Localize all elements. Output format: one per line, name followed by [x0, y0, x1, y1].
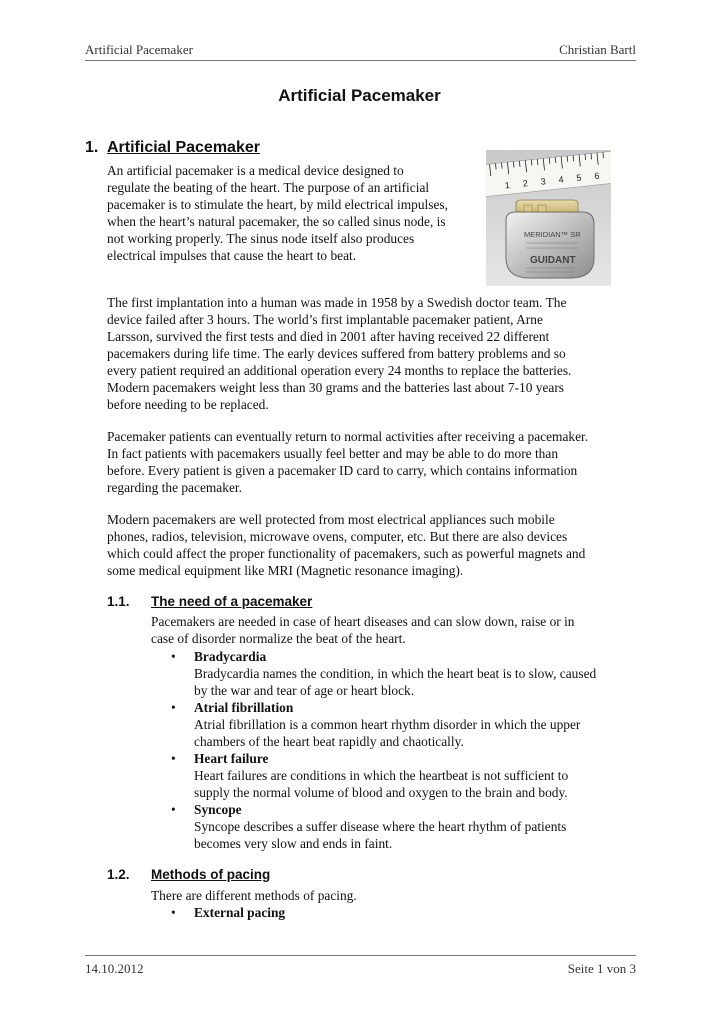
footer-page-number: Seite 1 von 3: [567, 961, 636, 976]
list-item-title: External pacing: [194, 905, 286, 920]
section-1-heading: [85, 139, 260, 157]
text-line: Modern pacemakers weight less than 30 grams and the batteries last about 7-10 years: [107, 380, 565, 395]
text-line: Pacemaker patients can eventually return to normal activities after receiving a pacemaker.: [107, 429, 589, 444]
text-line: before needing to be replaced.: [107, 397, 269, 412]
section-1-paragraph-protection: [107, 511, 585, 579]
text-line: Modern pacemakers are well protected from most electrical appliances such mobile: [107, 512, 555, 527]
ruler-number: 4: [558, 174, 565, 185]
text-line: device failed after 3 hours. The world’s first implantable pacemaker patient, Arne: [107, 312, 543, 327]
section-title: Methods of pacing: [151, 867, 271, 882]
bullet-icon: •: [171, 802, 176, 817]
ruler-number: 2: [522, 178, 529, 189]
section-number: 1.: [85, 139, 99, 156]
text-line: by the war and tear of age or heart block.: [194, 683, 415, 698]
header-author: Christian Bartl: [559, 42, 636, 57]
section-1-paragraph-patients: [107, 428, 588, 496]
text-line: electrical impulses that cause the heart to beat.: [107, 248, 357, 263]
ruler-number: 3: [540, 176, 547, 187]
text-line: case of disorder normalize the beat of the heart.: [151, 631, 406, 646]
list-item-title: Heart failure: [194, 751, 269, 766]
ruler-number: 5: [575, 172, 582, 184]
bullet-icon: •: [171, 700, 176, 715]
text-line: There are different methods of pacing.: [151, 888, 357, 903]
text-line: pacemakers during life time. The early devices suffered from battery problems and so: [107, 346, 566, 361]
text-line: chambers of the heart beat rapidly and chaotically.: [194, 734, 464, 749]
section-1-2-heading: [107, 867, 270, 882]
text-line: every patient required an additional operation every 24 months to replace the batteries.: [107, 363, 572, 378]
text-line: supply the normal volume of blood and oxygen to the brain and body.: [194, 785, 568, 800]
text-line: Atrial fibrillation is a common heart rhythm disorder in which the upper: [194, 717, 581, 732]
text-line: which could affect the proper functionality of pacemakers, such as powerful magnets and: [107, 546, 586, 561]
section-number: 1.1.: [107, 594, 130, 609]
ruler-number: 1: [504, 180, 511, 191]
bullet-icon: •: [171, 649, 176, 664]
text-line: Larsson, survived the first tests and died in 2001 after having received 22 different: [107, 329, 550, 344]
text-line: pacemaker is to stimulate the heart, by mild electrical impulses,: [107, 197, 448, 212]
document-title: Artificial Pacemaker: [278, 86, 441, 105]
text-line: In fact patients with pacemakers usually feel better and may be able to do more than: [107, 446, 559, 461]
text-line: The first implantation into a human was made in 1958 by a Swedish doctor team. The: [107, 295, 567, 310]
text-line: Heart failures are conditions in which the heartbeat is not sufficient to: [194, 768, 569, 783]
pacemaker-photo: [486, 150, 611, 286]
section-1-paragraph-history: [107, 294, 571, 413]
text-line: Syncope describes a suffer disease where the heart rhythm of patients: [194, 819, 567, 834]
text-line: An artificial pacemaker is a medical device designed to: [107, 163, 404, 178]
bullet-icon: •: [171, 905, 176, 920]
list-item-title: Atrial fibrillation: [194, 700, 294, 715]
header-document-title: Artificial Pacemaker: [85, 42, 193, 57]
bullet-icon: •: [171, 751, 176, 766]
pacemaker-illustration: [486, 150, 611, 286]
text-line: Bradycardia names the condition, in which the heart beat is to slow, caused: [194, 666, 597, 681]
text-line: becomes very slow and ends in faint.: [194, 836, 393, 851]
text-line: phones, radios, television, microwave ovens, computer, etc. But there are also devices: [107, 529, 568, 544]
text-line: some medical equipment like MRI (Magnetic resonance imaging).: [107, 563, 464, 578]
text-line: Pacemakers are needed in case of heart diseases and can slow down, raise or in: [151, 614, 575, 629]
section-1-intro-paragraph: [107, 162, 448, 264]
list-item-title: Bradycardia: [194, 649, 267, 664]
section-title: Artificial Pacemaker: [107, 139, 260, 156]
page-footer: [85, 955, 636, 976]
ruler-number: 6: [593, 170, 600, 182]
text-line: not working properly. The sinus node itself also produces: [107, 231, 415, 246]
section-1-1-heading: [107, 594, 312, 609]
section-1-1-intro: [151, 613, 575, 647]
section-1-2-intro: [151, 887, 357, 904]
text-line: before. Every patient is given a pacemaker ID card to carry, which contains information: [107, 463, 578, 478]
text-line: regulate the beating of the heart. The purpose of an artificial: [107, 180, 430, 195]
text-line: regarding the pacemaker.: [107, 480, 242, 495]
device-label: MERIDIAN™ SR: [524, 230, 581, 239]
list-item-title: Syncope: [194, 802, 242, 817]
text-line: when the heart’s natural pacemaker, the so called sinus node, is: [107, 214, 446, 229]
section-title: The need of a pacemaker: [151, 594, 313, 609]
footer-date: 14.10.2012: [85, 961, 144, 976]
section-number: 1.2.: [107, 867, 130, 882]
page-header: [85, 42, 636, 61]
device-brand: GUIDANT: [530, 255, 576, 266]
